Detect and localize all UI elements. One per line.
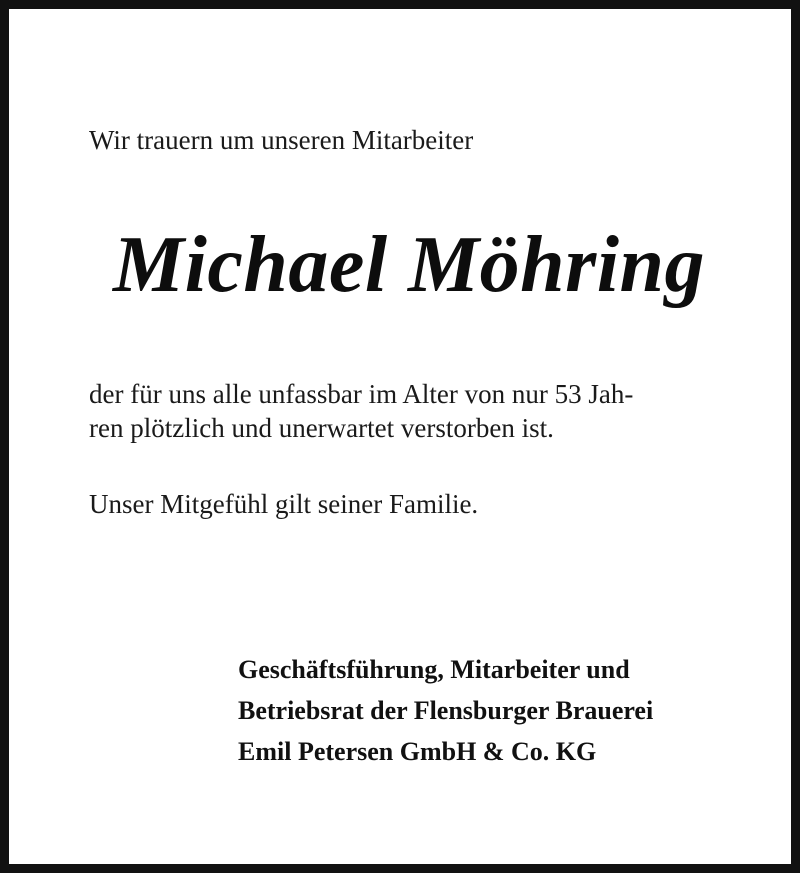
notice-paragraph-line-2: ren plötzlich und unerwartet verstorben ist. bbox=[89, 413, 554, 443]
signature-line-1: Geschäftsführung, Mitarbeiter und bbox=[238, 655, 630, 684]
condolence-text: Unser Mitgefühl gilt seiner Familie. bbox=[89, 489, 479, 519]
deceased-name: Michael Möhring bbox=[112, 221, 706, 309]
signature-line-3: Emil Petersen GmbH & Co. KG bbox=[238, 737, 597, 766]
intro-text: Wir trauern um unseren Mitarbeiter bbox=[89, 125, 474, 155]
signature-line-2: Betriebsrat der Flensburger Brauerei bbox=[238, 696, 654, 725]
notice-paragraph-line-1: der für uns alle unfassbar im Alter von nur 53 Jah- bbox=[89, 379, 634, 409]
